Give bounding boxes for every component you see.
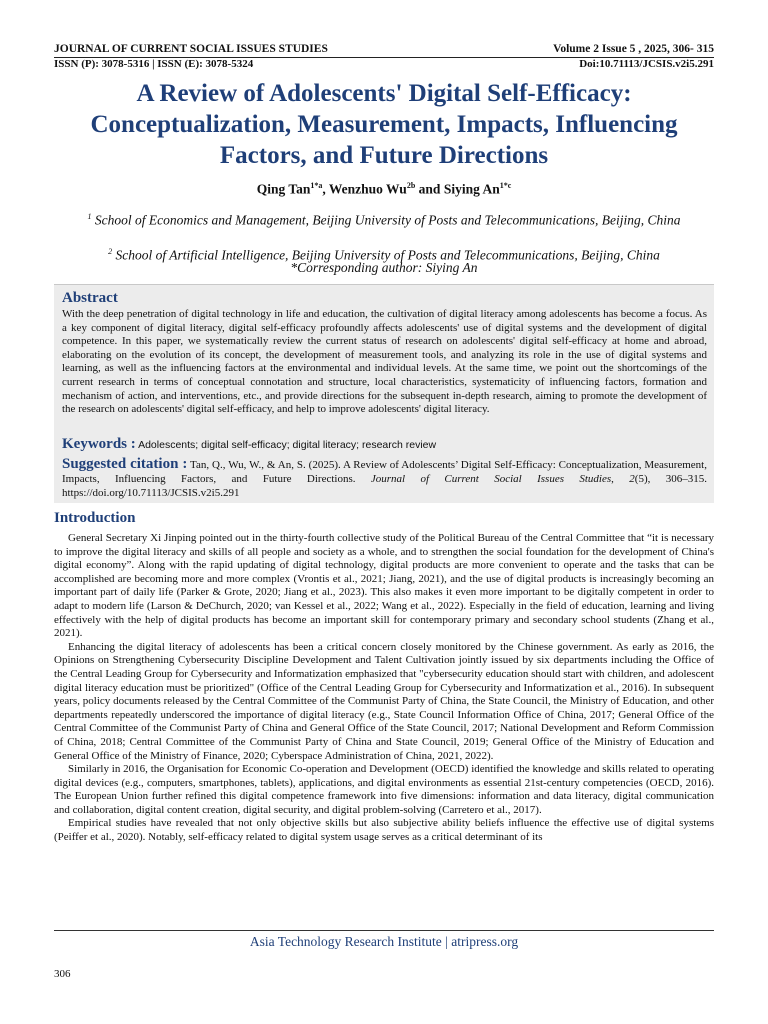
affiliation-text: School of Artificial Intelligence, Beijing University of Posts and Telecommunications, Beijing, China xyxy=(112,247,660,263)
introduction-body xyxy=(54,532,714,845)
abstract-heading: Abstract xyxy=(62,290,118,306)
paragraph: Empirical studies have revealed that not only objective skills but also subjective ability beliefs influence the effective use of digital systems (Peiffer et al., 2020). Notably, self-efficacy related to digital system usage serves as a critical determinant of its xyxy=(54,817,714,844)
author-sup: 1*a xyxy=(310,181,323,190)
corresponding-author: *Corresponding author: Siying An xyxy=(290,260,478,275)
page-number: 306 xyxy=(54,968,71,980)
suggested-citation xyxy=(62,457,707,500)
paper-title: A Review of Adolescents' Digital Self-Efficacy: Conceptualization, Measurement, Impacts, Influencing Factors, and Future Directions xyxy=(90,80,678,169)
citation-text: Tan, Q., Wu, W., & An, S. (2025). A Review of Adolescents’ Digital Self-Efficacy: Conceptualization, Measurement, Impacts, Influencing Factors, and Future Directions. xyxy=(62,459,707,485)
keywords-label: Keywords : xyxy=(62,436,136,452)
volume-info: Volume 2 Issue 5 , 2025, 306- 315 xyxy=(553,43,714,55)
running-header xyxy=(54,43,714,55)
citation-doi: (5), 306–315. https://doi.org/10.71113/JCSIS.v2i5.291 xyxy=(62,473,708,499)
citation-volume: 2 xyxy=(629,473,635,485)
keywords xyxy=(62,436,707,453)
author-name: Qing Tan xyxy=(256,181,311,197)
citation-sep: , xyxy=(611,473,630,485)
issn: ISSN (P): 3078-5316 | ISSN (E): 3078-5324 xyxy=(54,58,254,70)
paragraph: General Secretary Xi Jinping pointed out in the thirty-fourth collective study of the Political Bureau of the Central Committee that “it is necessary to improve the digital literacy and skills of all people and society as a whole, and to strengthen the social foundation for the development of China's digital economy”. Along with the rapid updating of digital technology, digital products are more convenient to operate and the tasks that can be accomplished are becoming more and more complex (Vrontis et al., 2021; Jiang, 2021), and the use of digital products is increasingly becoming an important part of daily life (Parker & Grote, 2020; Jiang et al., 2023). This also makes it even more important to be digitally competent in order to adapt to modern life (Larson & DeChurch, 2020; van Kessel et al., 2022; Wang et al., 2022). Especially in the field of education, learning and living effectively with the help of digital products has become an important skill for contemporary primary and secondary school students (Zhang et al., 2021). xyxy=(54,532,714,640)
affiliation-1 xyxy=(54,209,714,229)
author-sup: 1*c xyxy=(499,181,512,190)
introduction-heading: Introduction xyxy=(54,510,136,526)
affiliation-number: 2 xyxy=(108,247,113,256)
citation-label: Suggested citation : xyxy=(62,456,188,472)
issn-line xyxy=(54,58,714,70)
abstract-text: With the deep penetration of digital technology in life and education, the cultivation of digital literacy among adolescents has become a focus. As a key component of digital literacy, digital self-efficacy profoundly affects adolescents' use of digital systems and the development of digital competence. In this paper, we systematically review the current status of research on adolescents' digital self-efficacy at home and abroad, elaborating on the evolution of its concept, the development of measurement tools, and analyzing its role in the use of digital systems and learning, as well as the influencing factors at the environmental and individual levels. At the same time, we point out the shortcomings of the current research in terms of conceptual connotation and structure, local characteristics, systematicity of influencing factors, formation and mechanism of action, and interventions, etc., and provide directions for the subsequent in-depth research, aiming to promote the development of the research on adolescents' digital self-efficacy, and help to improve adolescents' digital literacy. xyxy=(62,308,707,416)
author-sup: 2b xyxy=(406,181,416,190)
paragraph: Enhancing the digital literacy of adolescents has been a critical concern closely monitored by the Chinese government. As early as 2016, the Opinions on Strengthening Cybersecurity Discipline Development and Talent Cultivation jointly issued by six departments including the Office of the Central Leading Group for Cybersecurity and Informatization emphasized that "cybersecurity education should start with children, and adolescent digital literacy education must be prioritized" (Office of the Central Leading Group for Cybersecurity and Informatization et al., 2016). In subsequent years, policy documents released by the Central Committee of the Communist Party of China, the State Council, the Ministry of Education, and other departments repeatedly underscored the importance of digital literacy (e.g., State Council Information Office of China, 2017; General Office of the Central Committee of the Communist Party of China and General Office of the State Council, 2017; National Development and Reform Commission of China, 2018; Central Committee of the Communist Party of China and State Council, 2019; General Office of the Ministry of Education and General Office of the Ministry of Finance, 2020; Cyberspace Administration of China, 2021, 2022). xyxy=(54,640,714,762)
author-sep: and xyxy=(415,181,444,197)
author-name: Siying An xyxy=(443,181,500,197)
affiliation-text: School of Economics and Management, Beijing University of Posts and Telecommunications, Beijing, China xyxy=(91,212,681,228)
author-sep: , xyxy=(322,181,329,197)
footer-publisher: Asia Technology Research Institute | atripress.org xyxy=(249,934,519,949)
footer-rule xyxy=(54,930,714,931)
author-list xyxy=(54,181,714,198)
author-name: Wenzhuo Wu xyxy=(328,181,407,197)
affiliation-number: 1 xyxy=(87,212,92,221)
keywords-value: Adolescents; digital self-efficacy; digital literacy; research review xyxy=(135,439,437,451)
paragraph: Similarly in 2016, the Organisation for Economic Co-operation and Development (OECD) identified the knowledge and skills related to operating digital devices (e.g., computers, smartphones, tablets), applications, and digital environments as essential 21st-century competencies (OECD, 2016). The European Union further refined this digital competence framework into five dimensions: information and data literacy, digital communication and collaboration, digital content creation, digital security, and digital problem-solving (Carretero et al., 2017). xyxy=(54,763,714,816)
doi: Doi:10.71113/JCSIS.v2i5.291 xyxy=(579,58,714,70)
journal-name: JOURNAL OF CURRENT SOCIAL ISSUES STUDIES xyxy=(54,43,328,55)
citation-journal: Journal of Current Social Issues Studies xyxy=(370,473,612,485)
